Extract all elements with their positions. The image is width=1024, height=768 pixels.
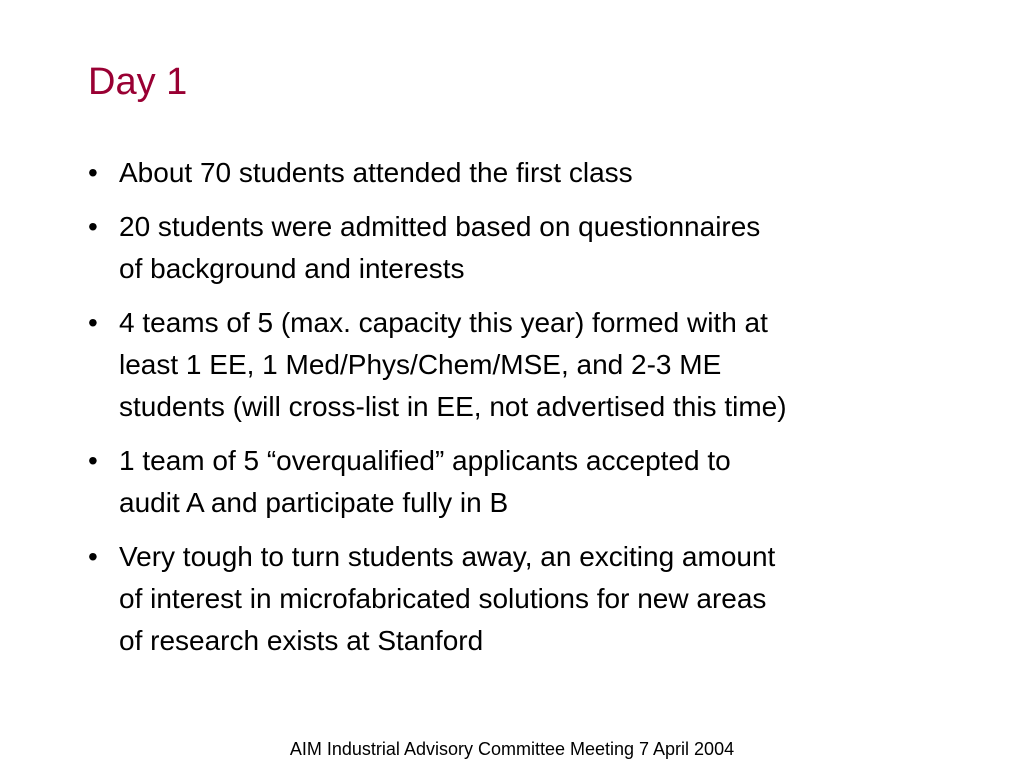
bullet-item — [88, 302, 948, 428]
bullet-text: 20 students were admitted based on questionnaires of background and interests — [119, 211, 761, 284]
bullet-item — [88, 152, 948, 194]
bullet-dot-icon: • — [88, 307, 98, 338]
slide-title: Day 1 — [88, 61, 188, 103]
slide-footer: AIM Industrial Advisory Committee Meeting 7 April 2004 — [289, 739, 735, 759]
bullet-text: Very tough to turn students away, an exciting amount of interest in microfabricated solutions for new areas of research exists at Stanford — [119, 541, 776, 656]
bullet-text: About 70 students attended the first class — [119, 157, 633, 188]
bullet-text: 1 team of 5 “overqualified” applicants accepted to audit A and participate fully in B — [119, 445, 731, 518]
bullet-item — [88, 206, 948, 290]
bullet-dot-icon: • — [88, 541, 98, 572]
bullet-list — [88, 152, 948, 674]
bullet-dot-icon: • — [88, 211, 98, 242]
bullet-text: 4 teams of 5 (max. capacity this year) formed with at least 1 EE, 1 Med/Phys/Chem/MSE, and 2-3 ME students (will cross-list in EE, not advertised this time) — [119, 307, 787, 422]
bullet-item — [88, 440, 948, 524]
bullet-dot-icon: • — [88, 157, 98, 188]
bullet-dot-icon: • — [88, 445, 98, 476]
bullet-item — [88, 536, 948, 662]
